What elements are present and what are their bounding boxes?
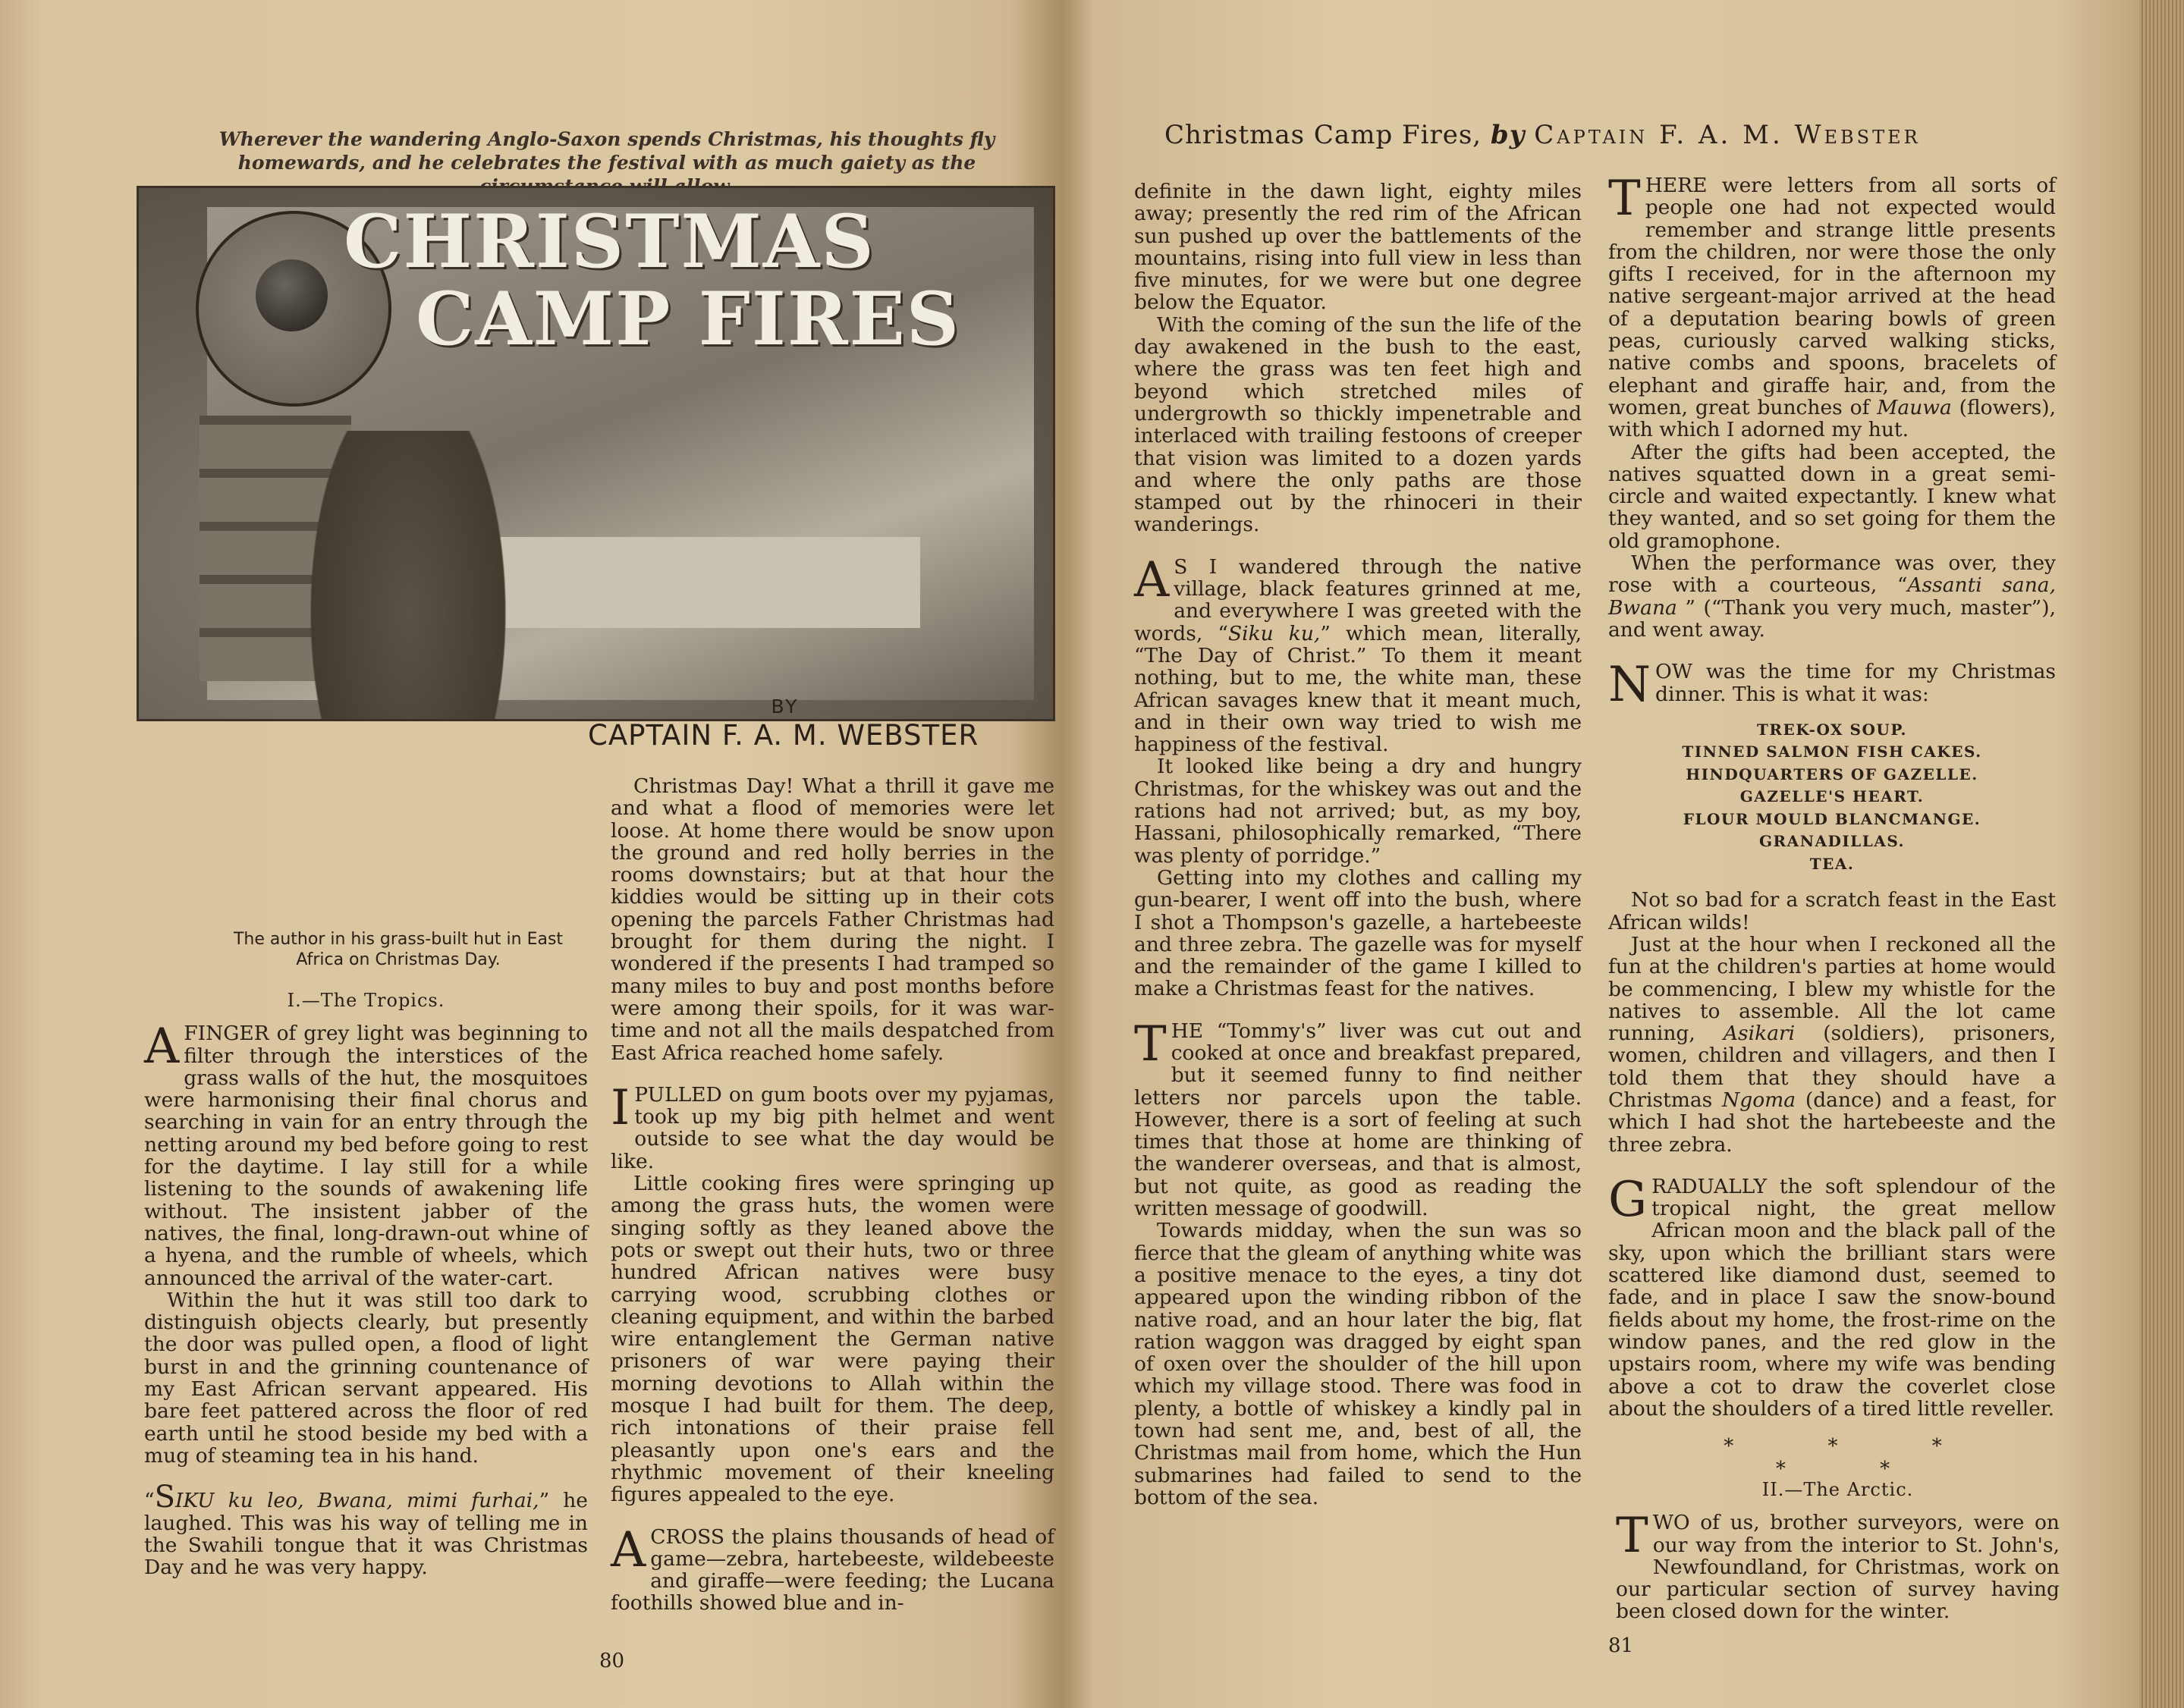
drop-cap: I [611, 1079, 630, 1136]
title-line-1: CHRISTMAS [344, 199, 875, 284]
menu-item: TEA. [1809, 854, 1855, 873]
drop-cap: A [1134, 551, 1170, 608]
page-number-left: 80 [599, 1650, 625, 1672]
column-3 [1134, 181, 1582, 1509]
drop-cap: A [144, 1019, 180, 1075]
seated-man-figure [294, 431, 522, 721]
drop-cap: T [1608, 171, 1641, 227]
running-head-author: Captain F. A. M. Webster [1534, 120, 1921, 150]
column-4 [1608, 171, 2057, 1421]
paragraph: “SIKU ku leo, Bwana, mimi furhai,” he laughed. This was his way of telling me in the Swahili tongue that it was Christmas Day and he was very happy. [144, 1480, 588, 1580]
menu-item: HINDQUARTERS OF GAZELLE. [1686, 765, 1978, 783]
page-number-right: 81 [1608, 1634, 1634, 1657]
column-2 [611, 775, 1054, 1615]
paragraph: A S I wandered through the native village, black features grinned at me, and everywhere I was greeted with the words, “Siku ku,” which mean, literally, “The Day of Christ.” To them it meant nothing, but to me, the white man, these African savages knew that it meant much, and in their own way tried to wish me happiness of the festival. [1134, 551, 1582, 757]
paragraph: Getting into my clothes and calling my gun-bearer, I went off into the bush, where I shot a Thompson's gazelle, a hartebeeste and three zebra. The gazelle was for myself and the remainder of the game I killed to make a Christmas feast for the natives. [1134, 865, 1582, 1001]
drop-cap: G [1608, 1171, 1648, 1228]
byline-author: CAPTAIN F. A. M. WEBSTER [588, 719, 979, 752]
paragraph: After the gifts had been accepted, the natives squatted down in a great semi-circle and waited expectantly. I knew what they wanted, and so set going for them the old gramophone. [1608, 440, 2056, 553]
drop-cap: T [1134, 1016, 1167, 1072]
drop-cap: S [154, 1480, 175, 1515]
menu-item: GAZELLE'S HEART. [1739, 787, 1925, 806]
column-4-continued [1616, 1479, 2060, 1623]
drop-cap: A [611, 1521, 646, 1578]
paragraph: IPULLED on gum boots over my pyjamas, took up my big pith helmet and went outside to see what the day would be like. [611, 1079, 1054, 1173]
menu-item: FLOUR MOULD BLANCMANGE. [1683, 809, 1981, 828]
paragraph: ACROSS the plains thousands of head of game—zebra, hartebeeste, wildebeeste and giraffe—were feeding; the Lucana foothills showed blue and in- [611, 1521, 1054, 1615]
byline-by: BY [771, 695, 800, 717]
section-heading-arctic: II.—The Arctic. [1761, 1479, 1914, 1500]
paragraph: Christmas Day! What a thrill it gave me and what a flood of memories were let loose. At home there would be snow upon the ground and red holly berries in the rooms downstairs; but at that hour the kiddies would be sitting up in their cots opening the parcels Father Christmas had brought for them during the night. I wondered if the presents I had tramped so many miles to buy and post months before were among their spoils, for it was war-time and not all the mails despatched from East Africa reached home safely. [611, 774, 1054, 1065]
running-head-title: Christmas Camp Fires, [1164, 120, 1482, 150]
table [495, 537, 920, 628]
left-page [0, 0, 1062, 1708]
paragraph: Just at the hour when I reckoned all the fun at the children's parties at home would be commencing, I blew my whistle for the natives to assemble. All the lot came running, Asikari (soldiers), prisoners, women, children and villagers, and then I told them that they should have a Christmas Ngoma (dance) and a feast, for which I had shot the hartebeeste and the three zebra. [1608, 932, 2057, 1157]
paragraph: With the coming of the sun the life of the day awakened in the bush to the east, where the grass was ten feet high and beyond which stretched miles of undergrowth so thickly impenetrable and interlaced with trailing festoons of creeper that vision was limited to a dozen yards and where the only paths are those stamped out by the rhinoceri in their wanderings. [1134, 312, 1582, 537]
title-line-2: CAMP FIRES [416, 276, 961, 362]
paragraph: THE “Tommy's” liver was cut out and cooked at once and breakfast prepared, but it seemed funny to find neither letters nor parcels upon the table. However, there is a sort of feeling at such times that those at home are thinking of the wanderer overseas, and that is almost, but not quite, as good as reading the written message of goodwill. [1134, 1016, 1582, 1221]
drop-cap: N [1608, 657, 1651, 714]
section-heading-tropics: I.—The Tropics. [287, 990, 445, 1011]
running-head [1164, 120, 2060, 150]
paragraph: Within the hut it was still too dark to distinguish objects clearly, but presently the door was pulled open, a flood of light burst in and the grinning countenance of my East African servant appeared. His bare feet pattered across the floor of red earth until he stood beside my bed with a mug of steaming tea in his hand. [144, 1288, 588, 1468]
menu-item: TREK-OX SOUP. [1756, 720, 1908, 739]
menu-item: TINNED SALMON FISH CAKES. [1682, 743, 1982, 761]
paragraph: NOW was the time for my Christmas dinner. This is what it was: [1608, 657, 2056, 714]
paragraph: It looked like being a dry and hungry Christmas, for the whiskey was out and the rations had not arrived; but, as my boy, Hassani, philosophically remarked, “There was plenty of porridge.” [1134, 755, 1582, 868]
article-title [344, 199, 1026, 362]
photo-caption: The author in his grass-built hut in East Africa on Christmas Day. [233, 930, 564, 969]
section-break-stars: * * * * * [1724, 1435, 1986, 1480]
page-block-edge [2139, 0, 2184, 1708]
paragraph: GRADUALLY the soft splendour of the tropical night, the great mellow African moon and the black pall of the sky, upon which the brilliant stars were scattered like diamond dust, seemed to fade, and in place I saw the snow-bound fields about my home, the frost-rime on the window panes, and the red glow in the upstairs room, where my wife was bending above a cot to draw the coverlet close about the shoulders of a tired little reveller. [1608, 1171, 2056, 1421]
christmas-pudding-icon [256, 259, 328, 331]
running-head-by: by [1490, 120, 1526, 150]
intro-standfirst: Wherever the wandering Anglo-Saxon spends Christmas, his thoughts fly homewards, and he celebrates the festival with as much gaiety as the [218, 128, 995, 174]
paragraph: AFINGER of grey light was beginning to filter through the interstices of the grass walls of the hut, the mosquitoes were harmonising their final chorus and searching in vain for an entry through the netting around my bed before going to rest for the daytime. I lay still for a while listening to the sounds of awakening life without. The insistent jabber of the natives, the final, long-drawn-out whine of a hyena, and the rumble of wheels, which announced the arrival of the water-cart. [144, 1019, 588, 1290]
paragraph: Towards midday, when the sun was so fierce that the gleam of anything white was a positive menace to the eyes, a tiny dot appeared upon the winding ribbon of the native road, and an hour later the big, flat ration waggon was dragged by eight span of oxen over the shoulder of the hill upon which my village stood. There was food in plenty, a bottle of whiskey a kindly pal in town had sent me, and, best of all, the Christmas mail from home, which the Hun submarines had failed to send to the bottom of the sea. [1134, 1219, 1582, 1509]
title-photo [137, 186, 1055, 721]
drop-cap: T [1616, 1508, 1648, 1565]
menu-item: GRANADILLAS. [1758, 832, 1906, 851]
dinner-menu [1608, 719, 2056, 876]
paragraph: Little cooking fires were springing up among the grass huts, the women were singing softly as they leaned above the pots or swept out their huts, two or three hundred African natives were busy carrying wood, scrubbing clothes or cleaning equipment, and within the barbed wire entanglement the German native prisoners of war were paying their morning devotions to Allah within the mosque I had built for them. The deep, rich intonations of their praise fell pleasantly upon one's ears and the rhythmic movement of their kneeling figures appealed to the eye. [611, 1172, 1054, 1507]
column-1 [144, 990, 588, 1578]
paragraph: TWO of us, brother surveyors, were on our way from the interior to St. John's, Newfoundland, for Christmas, work on our particular section of survey having been closed down for the winter. [1616, 1508, 2060, 1624]
paragraph: Not so bad for a scratch feast in the East African wilds! [1608, 888, 2056, 934]
paragraph: When the performance was over, they rose with a courteous, “Assanti sana, Bwana ” (“Thank you very much, master”), and went away. [1608, 551, 2056, 642]
paragraph: definite in the dawn light, eighty miles away; presently the red rim of the African sun pushed up over the battlements of the mountains, rising into full view in less than five minutes, for we were but one degree below the Equator. [1134, 180, 1582, 315]
paragraph: THERE were letters from all sorts of people one had not expected would remember and strange little presents from the children, nor were those the only gifts I received, for in the afternoon my native sergeant-major arrived at the head of a deputation bearing bowls of green peas, curiously carved walking sticks, native combs and spoons, bracelets of elephant and giraffe hair, and, from the women, great bunches of Mauwa (flowers), with which I adorned my hut. [1608, 171, 2056, 442]
